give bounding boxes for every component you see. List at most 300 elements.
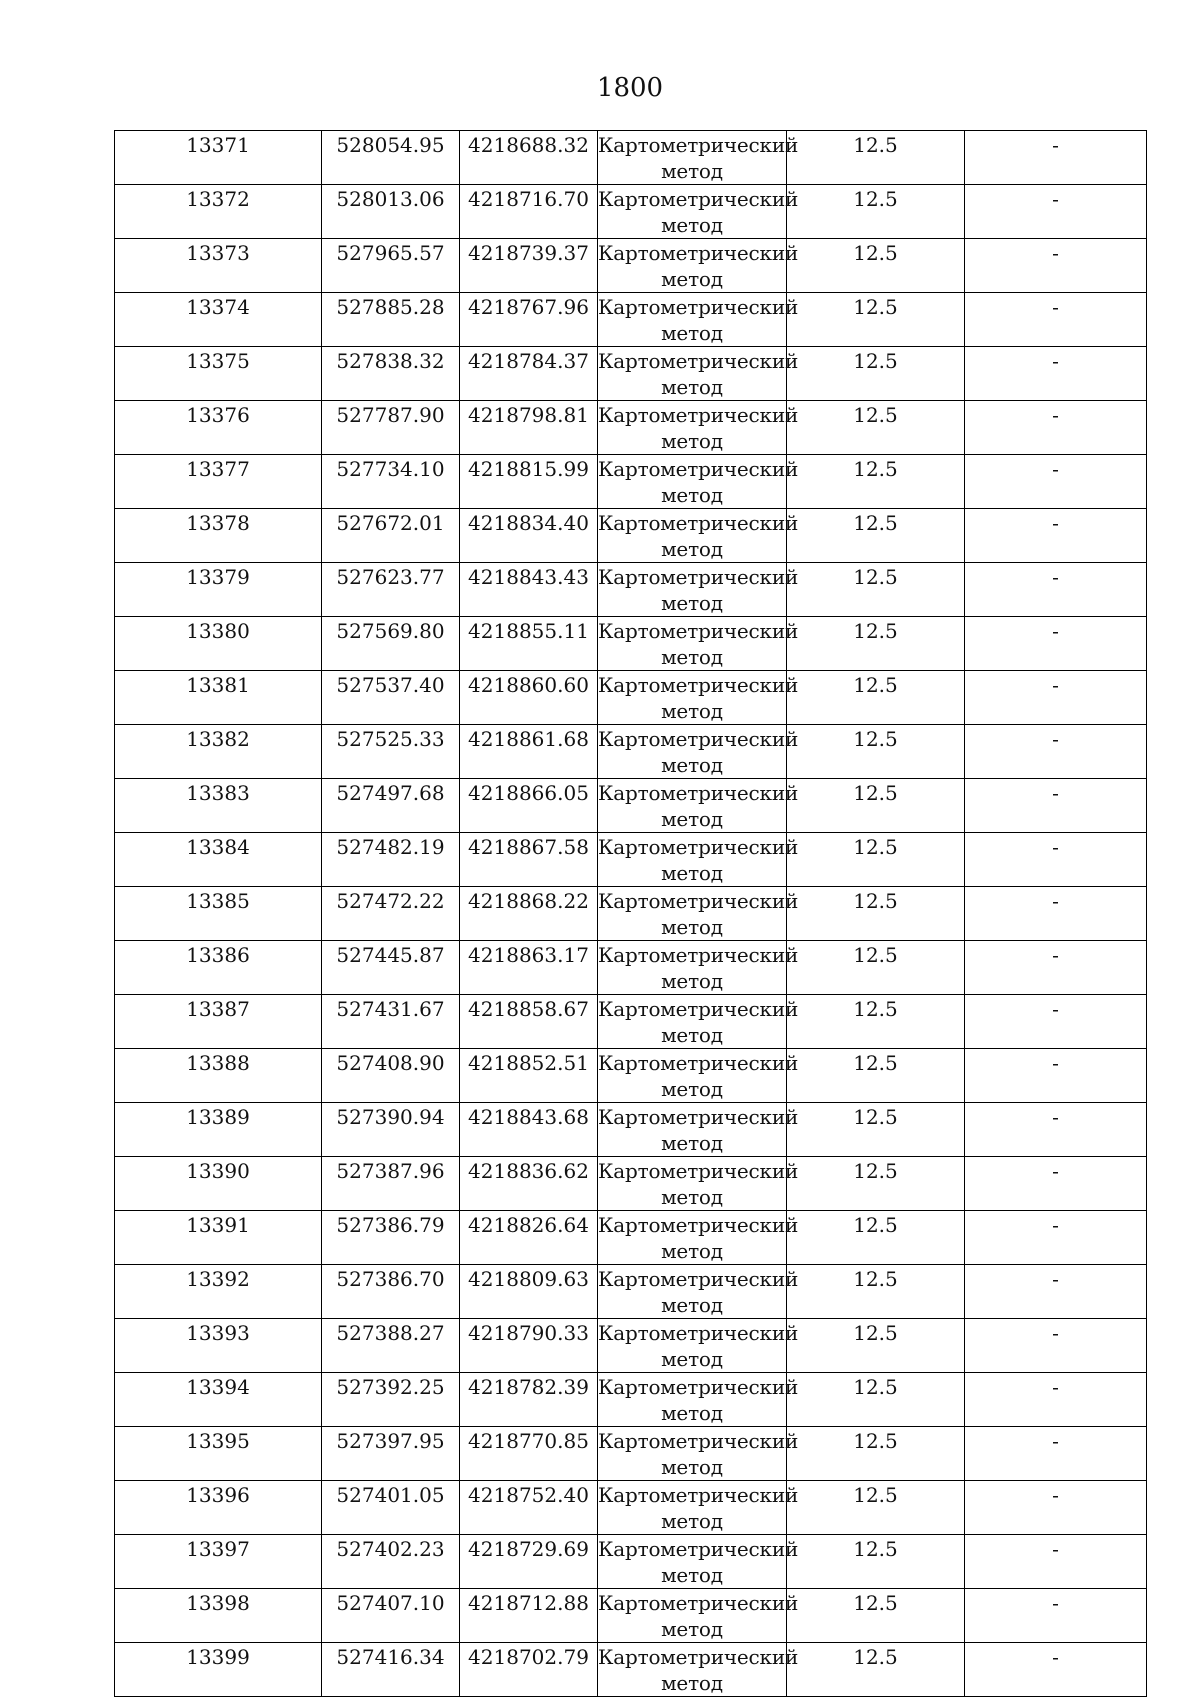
x-coordinate-cell-text: 527734.10 [336,457,445,481]
x-coordinate-cell [322,563,460,617]
point-id-cell-text: 13394 [186,1375,250,1399]
accuracy-cell [787,941,965,995]
method-cell [598,1535,799,1589]
point-id-cell-text: 13376 [186,403,250,427]
accuracy-cell [787,509,965,563]
accuracy-cell-text: 12.5 [853,835,898,859]
point-id-cell-text: 13398 [186,1591,250,1615]
point-id-cell [115,941,322,995]
accuracy-cell [787,779,965,833]
y-coordinate-cell [460,1319,598,1373]
note-cell [965,293,1147,347]
y-coordinate-cell-text: 4218843.68 [468,1105,589,1129]
x-coordinate-cell [322,1265,460,1319]
note-cell-text: - [1052,349,1059,373]
method-cell-text: Картометрический метод [598,835,799,885]
y-coordinate-cell [460,887,598,941]
x-coordinate-cell-text: 527569.80 [336,619,445,643]
accuracy-cell-text: 12.5 [853,1429,898,1453]
y-coordinate-cell [460,347,598,401]
accuracy-cell-text: 12.5 [853,457,898,481]
x-coordinate-cell [322,779,460,833]
method-cell [598,887,799,941]
table-row [115,1157,1147,1211]
note-cell [965,347,1147,401]
point-id-cell-text: 13372 [186,187,250,211]
x-coordinate-cell-text: 527408.90 [336,1051,445,1075]
method-cell-text: Картометрический метод [598,619,799,669]
method-cell-text: Картометрический метод [598,241,799,291]
x-coordinate-cell [322,887,460,941]
note-cell [965,887,1147,941]
x-coordinate-cell-text: 527838.32 [336,349,445,373]
note-cell [965,833,1147,887]
accuracy-cell [787,347,965,401]
accuracy-cell [787,1319,965,1373]
y-coordinate-cell [460,941,598,995]
method-cell-text: Картометрический метод [598,349,799,399]
accuracy-cell-text: 12.5 [853,1105,898,1129]
y-coordinate-cell-text: 4218784.37 [468,349,589,373]
x-coordinate-cell-text: 527390.94 [336,1105,445,1129]
y-coordinate-cell [460,1643,598,1697]
x-coordinate-cell [322,293,460,347]
method-cell-text: Картометрический метод [598,1537,799,1587]
method-cell-text: Картометрический метод [598,1591,799,1641]
y-coordinate-cell [460,1265,598,1319]
x-coordinate-cell-text: 527525.33 [336,727,445,751]
method-cell-text: Картометрический метод [598,1267,799,1317]
y-coordinate-cell [460,995,598,1049]
point-id-cell-text: 13379 [186,565,250,589]
table-row [115,671,1147,725]
note-cell-text: - [1052,565,1059,589]
y-coordinate-cell-text: 4218770.85 [468,1429,589,1453]
point-id-cell-text: 13383 [186,781,250,805]
y-coordinate-cell [460,509,598,563]
point-id-cell-text: 13384 [186,835,250,859]
y-coordinate-cell-text: 4218729.69 [468,1537,589,1561]
method-cell [598,1589,799,1643]
table-row [115,833,1147,887]
point-id-cell-text: 13396 [186,1483,250,1507]
accuracy-cell [787,833,965,887]
accuracy-cell [787,563,965,617]
accuracy-cell [787,995,965,1049]
method-cell-text: Картометрический метод [598,1159,799,1209]
x-coordinate-cell [322,1643,460,1697]
y-coordinate-cell [460,671,598,725]
method-cell-text: Картометрический метод [598,511,799,561]
method-cell [598,509,799,563]
note-cell [965,779,1147,833]
point-id-cell-text: 13395 [186,1429,250,1453]
x-coordinate-cell [322,1589,460,1643]
point-id-cell [115,1319,322,1373]
method-cell-text: Картометрический метод [598,889,799,939]
point-id-cell-text: 13388 [186,1051,250,1075]
table-row [115,1103,1147,1157]
y-coordinate-cell-text: 4218688.32 [468,133,589,157]
method-cell-text: Картометрический метод [598,403,799,453]
point-id-cell [115,617,322,671]
method-cell [598,131,799,185]
note-cell [965,1265,1147,1319]
note-cell-text: - [1052,403,1059,427]
method-cell-text: Картометрический метод [598,1429,799,1479]
method-cell [598,1157,799,1211]
point-id-cell [115,671,322,725]
method-cell [598,455,799,509]
accuracy-cell [787,1481,965,1535]
note-cell [965,1373,1147,1427]
y-coordinate-cell [460,185,598,239]
point-id-cell [115,1589,322,1643]
point-id-cell-text: 13381 [186,673,250,697]
table-row [115,1265,1147,1319]
table-row [115,779,1147,833]
y-coordinate-cell [460,779,598,833]
method-cell-text: Картометрический метод [598,295,799,345]
x-coordinate-cell-text: 527472.22 [336,889,445,913]
accuracy-cell [787,1535,965,1589]
note-cell [965,1535,1147,1589]
y-coordinate-cell-text: 4218739.37 [468,241,589,265]
point-id-cell [115,239,322,293]
note-cell [965,725,1147,779]
point-id-cell-text: 13380 [186,619,250,643]
method-cell-text: Картометрический метод [598,1321,799,1371]
method-cell [598,293,799,347]
method-cell-text: Картометрический метод [598,187,799,237]
x-coordinate-cell [322,1103,460,1157]
note-cell-text: - [1052,457,1059,481]
note-cell-text: - [1052,1159,1059,1183]
point-id-cell-text: 13390 [186,1159,250,1183]
note-cell-text: - [1052,943,1059,967]
y-coordinate-cell-text: 4218843.43 [468,565,589,589]
method-cell-text: Картометрический метод [598,1213,799,1263]
point-id-cell [115,563,322,617]
note-cell [965,131,1147,185]
accuracy-cell [787,725,965,779]
method-cell [598,779,799,833]
x-coordinate-cell [322,1373,460,1427]
table-row [115,239,1147,293]
y-coordinate-cell-text: 4218815.99 [468,457,589,481]
x-coordinate-cell-text: 527407.10 [336,1591,445,1615]
table-row [115,131,1147,185]
page-number: 1800 [596,73,664,103]
note-cell-text: - [1052,619,1059,643]
point-id-cell [115,995,322,1049]
x-coordinate-cell-text: 527416.34 [336,1645,445,1669]
accuracy-cell [787,455,965,509]
accuracy-cell-text: 12.5 [853,349,898,373]
accuracy-cell-text: 12.5 [853,1375,898,1399]
y-coordinate-cell-text: 4218863.17 [468,943,589,967]
y-coordinate-cell-text: 4218858.67 [468,997,589,1021]
method-cell [598,1103,799,1157]
accuracy-cell [787,239,965,293]
y-coordinate-cell-text: 4218716.70 [468,187,589,211]
accuracy-cell [787,887,965,941]
point-id-cell-text: 13373 [186,241,250,265]
y-coordinate-cell-text: 4218782.39 [468,1375,589,1399]
x-coordinate-cell [322,239,460,293]
note-cell [965,239,1147,293]
table-row [115,1049,1147,1103]
y-coordinate-cell-text: 4218836.62 [468,1159,589,1183]
note-cell-text: - [1052,1267,1059,1291]
x-coordinate-cell [322,455,460,509]
method-cell [598,239,799,293]
point-id-cell-text: 13378 [186,511,250,535]
method-cell [598,1211,799,1265]
note-cell-text: - [1052,1429,1059,1453]
accuracy-cell [787,617,965,671]
x-coordinate-cell [322,347,460,401]
note-cell [965,1103,1147,1157]
point-id-cell-text: 13382 [186,727,250,751]
x-coordinate-cell-text: 527387.96 [336,1159,445,1183]
method-cell [598,185,799,239]
point-id-cell [115,401,322,455]
x-coordinate-cell-text: 527445.87 [336,943,445,967]
accuracy-cell [787,1103,965,1157]
method-cell-text: Картометрический метод [598,1051,799,1101]
accuracy-cell-text: 12.5 [853,1591,898,1615]
note-cell-text: - [1052,241,1059,265]
note-cell-text: - [1052,1375,1059,1399]
table-row [115,1589,1147,1643]
x-coordinate-cell [322,617,460,671]
point-id-cell [115,887,322,941]
note-cell [965,563,1147,617]
accuracy-cell [787,671,965,725]
accuracy-cell-text: 12.5 [853,1645,898,1669]
note-cell-text: - [1052,295,1059,319]
y-coordinate-cell-text: 4218868.22 [468,889,589,913]
point-id-cell [115,1535,322,1589]
method-cell [598,1481,799,1535]
accuracy-cell-text: 12.5 [853,943,898,967]
table-body [115,131,1147,1697]
y-coordinate-cell [460,1373,598,1427]
accuracy-cell-text: 12.5 [853,241,898,265]
accuracy-cell-text: 12.5 [853,1159,898,1183]
x-coordinate-cell-text: 527537.40 [336,673,445,697]
note-cell [965,995,1147,1049]
x-coordinate-cell [322,995,460,1049]
method-cell [598,725,799,779]
accuracy-cell-text: 12.5 [853,1321,898,1345]
y-coordinate-cell [460,239,598,293]
accuracy-cell [787,1049,965,1103]
point-id-cell-text: 13392 [186,1267,250,1291]
point-id-cell-text: 13375 [186,349,250,373]
y-coordinate-cell [460,563,598,617]
y-coordinate-cell-text: 4218867.58 [468,835,589,859]
table-row [115,617,1147,671]
table-row [115,509,1147,563]
table-row [115,1373,1147,1427]
y-coordinate-cell [460,1427,598,1481]
table-row [115,455,1147,509]
note-cell [965,1157,1147,1211]
table-row [115,1211,1147,1265]
point-id-cell [115,455,322,509]
table-row [115,401,1147,455]
accuracy-cell [787,401,965,455]
y-coordinate-cell [460,725,598,779]
y-coordinate-cell-text: 4218861.68 [468,727,589,751]
y-coordinate-cell-text: 4218860.60 [468,673,589,697]
point-id-cell [115,1643,322,1697]
accuracy-cell-text: 12.5 [853,187,898,211]
table-row [115,1427,1147,1481]
note-cell-text: - [1052,1645,1059,1669]
note-cell-text: - [1052,727,1059,751]
table-row [115,347,1147,401]
method-cell-text: Картометрический метод [598,1645,799,1695]
point-id-cell [115,1373,322,1427]
method-cell [598,1265,799,1319]
accuracy-cell [787,1589,965,1643]
accuracy-cell-text: 12.5 [853,403,898,427]
accuracy-cell-text: 12.5 [853,1267,898,1291]
note-cell-text: - [1052,673,1059,697]
accuracy-cell-text: 12.5 [853,295,898,319]
method-cell [598,1643,799,1697]
point-id-cell-text: 13391 [186,1213,250,1237]
method-cell [598,347,799,401]
accuracy-cell-text: 12.5 [853,727,898,751]
y-coordinate-cell [460,293,598,347]
accuracy-cell-text: 12.5 [853,673,898,697]
method-cell [598,995,799,1049]
accuracy-cell-text: 12.5 [853,1537,898,1561]
note-cell [965,1049,1147,1103]
accuracy-cell [787,293,965,347]
note-cell [965,1481,1147,1535]
point-id-cell-text: 13385 [186,889,250,913]
note-cell-text: - [1052,997,1059,1021]
x-coordinate-cell [322,1481,460,1535]
x-coordinate-cell [322,1049,460,1103]
note-cell [965,1427,1147,1481]
method-cell [598,1427,799,1481]
y-coordinate-cell-text: 4218852.51 [468,1051,589,1075]
x-coordinate-cell [322,185,460,239]
y-coordinate-cell [460,1157,598,1211]
note-cell-text: - [1052,1321,1059,1345]
y-coordinate-cell [460,833,598,887]
y-coordinate-cell [460,131,598,185]
point-id-cell-text: 13371 [186,133,250,157]
note-cell [965,185,1147,239]
accuracy-cell-text: 12.5 [853,997,898,1021]
x-coordinate-cell [322,1157,460,1211]
method-cell-text: Картометрический метод [598,781,799,831]
x-coordinate-cell-text: 527431.67 [336,997,445,1021]
x-coordinate-cell [322,725,460,779]
method-cell-text: Картометрический метод [598,1375,799,1425]
x-coordinate-cell [322,941,460,995]
note-cell-text: - [1052,889,1059,913]
y-coordinate-cell-text: 4218809.63 [468,1267,589,1291]
table-row [115,995,1147,1049]
x-coordinate-cell-text: 527885.28 [336,295,445,319]
note-cell-text: - [1052,835,1059,859]
point-id-cell [115,725,322,779]
x-coordinate-cell [322,1211,460,1265]
table-row [115,1535,1147,1589]
table-row [115,563,1147,617]
point-id-cell [115,779,322,833]
y-coordinate-cell [460,1481,598,1535]
table-row [115,725,1147,779]
x-coordinate-cell [322,833,460,887]
note-cell-text: - [1052,511,1059,535]
note-cell-text: - [1052,1483,1059,1507]
accuracy-cell [787,1157,965,1211]
accuracy-cell [787,1265,965,1319]
accuracy-cell [787,1373,965,1427]
y-coordinate-cell-text: 4218866.05 [468,781,589,805]
point-id-cell [115,347,322,401]
method-cell [598,401,799,455]
note-cell [965,1643,1147,1697]
method-cell-text: Картометрический метод [598,565,799,615]
y-coordinate-cell [460,401,598,455]
coordinates-table [114,130,1147,1697]
note-cell-text: - [1052,187,1059,211]
accuracy-cell [787,1211,965,1265]
note-cell-text: - [1052,1105,1059,1129]
x-coordinate-cell [322,131,460,185]
y-coordinate-cell-text: 4218767.96 [468,295,589,319]
method-cell-text: Картометрический метод [598,997,799,1047]
x-coordinate-cell-text: 527672.01 [336,511,445,535]
method-cell [598,617,799,671]
table-row [115,185,1147,239]
method-cell-text: Картометрический метод [598,727,799,777]
table-row [115,941,1147,995]
point-id-cell [115,131,322,185]
x-coordinate-cell [322,509,460,563]
x-coordinate-cell-text: 527397.95 [336,1429,445,1453]
note-cell [965,1211,1147,1265]
y-coordinate-cell-text: 4218798.81 [468,403,589,427]
point-id-cell-text: 13399 [186,1645,250,1669]
point-id-cell-text: 13374 [186,295,250,319]
x-coordinate-cell-text: 527497.68 [336,781,445,805]
x-coordinate-cell-text: 527386.70 [336,1267,445,1291]
point-id-cell-text: 13387 [186,997,250,1021]
accuracy-cell-text: 12.5 [853,1483,898,1507]
y-coordinate-cell [460,1103,598,1157]
point-id-cell-text: 13386 [186,943,250,967]
table-row [115,1643,1147,1697]
x-coordinate-cell-text: 527388.27 [336,1321,445,1345]
y-coordinate-cell-text: 4218712.88 [468,1591,589,1615]
method-cell [598,1373,799,1427]
y-coordinate-cell [460,1535,598,1589]
accuracy-cell-text: 12.5 [853,781,898,805]
note-cell-text: - [1052,1051,1059,1075]
point-id-cell-text: 13377 [186,457,250,481]
